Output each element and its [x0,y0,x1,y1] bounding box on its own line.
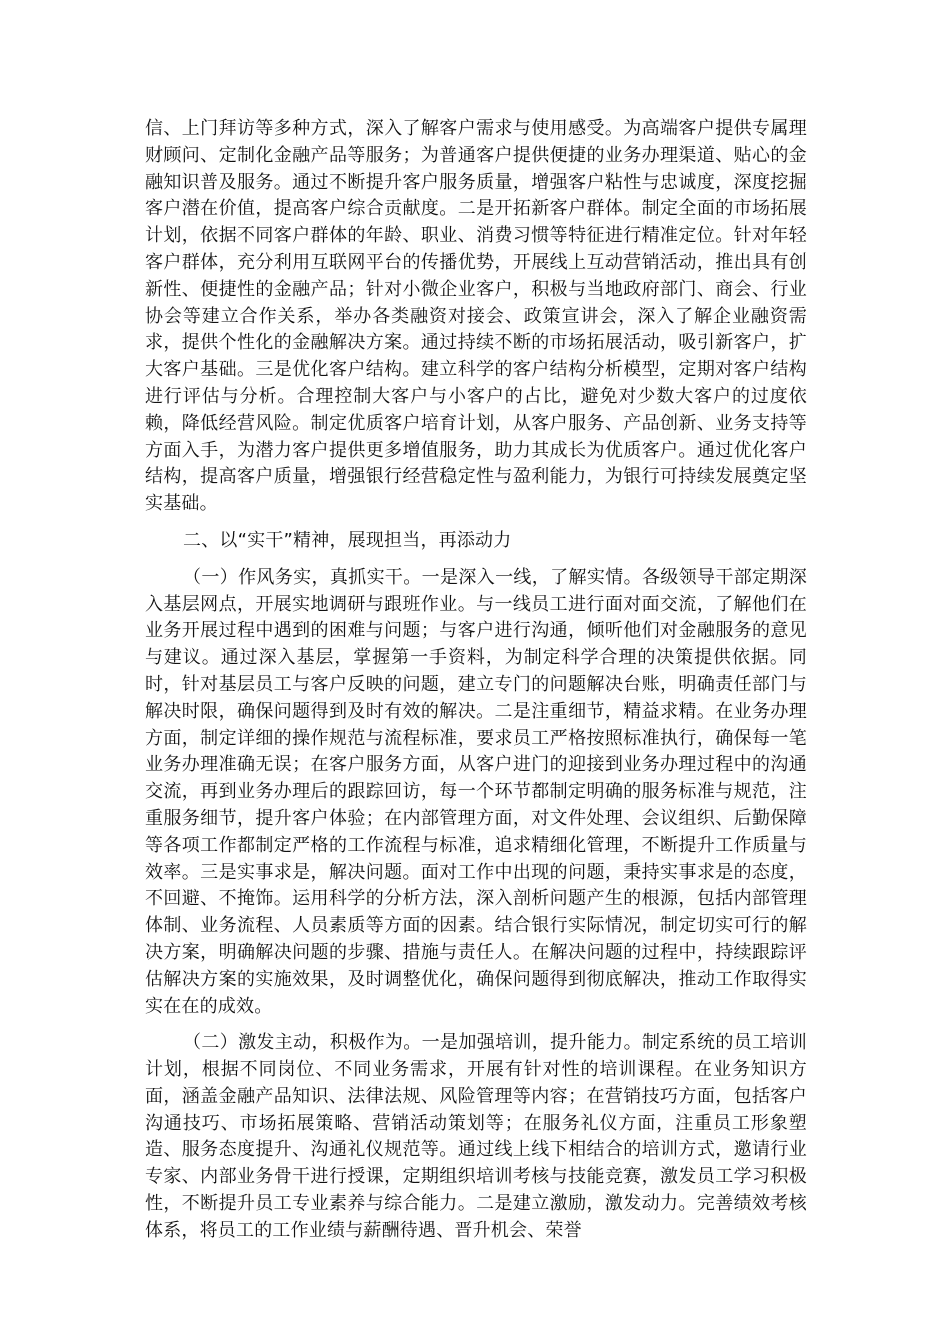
paragraph-stimulate-initiative: （二）激发主动，积极作为。一是加强培训，提升能力。制定系统的员工培训计划，根据不同岗位、不同业务需求，开展有针对性的培训课程。在业务知识方面，涵盖金融产品知识、法律法规、风险管理等内容；在营销技巧方面，包括客户沟通技巧、市场拓展策略、营销活动策划等；在服务礼仪方面，注重员工形象塑造、服务态度提升、沟通礼仪规范等。通过线上线下相结合的培训方式，邀请行业专家、内部业务骨干进行授课，定期组织培训考核与技能竞赛，激发员工学习积极性，不断提升员工专业素养与综合能力。二是建立激励，激发动力。完善绩效考核体系，将员工的工作业绩与薪酬待遇、晋升机会、荣誉 [145,1032,807,1241]
section-heading-2: 二、以“实干”精神，展现担当，再添动力 [183,529,512,551]
paragraph-customer-structure: 信、上门拜访等多种方式，深入了解客户需求与使用感受。为高端客户提供专属理财顾问、定制化金融产品等服务；为普通客户提供便捷的业务办理渠道、贴心的金融知识普及服务。通过不断提升客户服务质量，增强客户粘性与忠诚度，深度挖掘客户潜在价值，提高客户综合贡献度。二是开拓新客户群体。制定全面的市场拓展计划，依据不同客户群体的年龄、职业、消费习惯等特征进行精准定位。针对年轻客户群体，充分利用互联网平台的传播优势，开展线上互动营销活动，推出具有创新性、便捷性的金融产品；针对小微企业客户，积极与当地政府部门、商会、行业协会等建立合作关系，举办各类融资对接会、政策宣讲会，深入了解企业融资需求，提供个性化的金融解决方案。通过持续不断的市场拓展活动，吸引新客户，扩大客户基础。三是优化客户结构。建立科学的客户结构分析模型，定期对客户结构进行评估与分析。合理控制大客户与小客户的占比，避免对少数大客户的过度依赖，降低经营风险。制定优质客户培育计划，从客户服务、产品创新、业务支持等方面入手，为潜力客户提供更多增值服务，助力其成长为优质客户。通过优化客户结构，提高客户质量，增强银行经营稳定性与盈利能力，为银行可持续发展奠定坚实基础。 [145,118,807,515]
paragraph-gap [145,555,807,565]
paragraph-pragmatic-work-style: （一）作风务实，真抓实干。一是深入一线，了解实情。各级领导干部定期深入基层网点，开展实地调研与跟班作业。与一线员工进行面对面交流，了解他们在业务开展过程中遇到的困难与问题；与客户进行沟通，倾听他们对金融服务的意见与建议。通过深入基层，掌握第一手资料，为制定科学合理的决策提供依据。同时，针对基层员工与客户反映的问题，建立专门的问题解决台账，明确责任部门与解决时限，确保问题得到及时有效的解决。二是注重细节，精益求精。在业务办理方面，制定详细的操作规范与流程标准，要求员工严格按照标准执行，确保每一笔业务办理准确无误；在客户服务方面，从客户进门的迎接到业务办理过程中的沟通交流，再到业务办理后的跟踪回访，每一个环节都制定明确的服务标准与规范，注重服务细节，提升客户体验；在内部管理方面，对文件处理、会议组织、后勤保障等各项工作都制定严格的工作流程与标准，追求精细化管理，不断提升工作质量与效率。三是实事求是，解决问题。面对工作中出现的问题，秉持实事求是的态度，不回避、不掩饰。运用科学的分析方法，深入剖析问题产生的根源，包括内部管理体制、业务流程、人员素质等方面的因素。结合银行实际情况，制定切实可行的解决方案，明确解决问题的步骤、措施与责任人。在解决问题的过程中，持续跟踪评估解决方案的实施效果，及时调整优化，确保问题得到彻底解决，推动工作取得实实在在的成效。 [145,566,807,1017]
document-body [145,116,807,1245]
paragraph-gap [145,1020,807,1030]
paragraph-gap [145,518,807,528]
